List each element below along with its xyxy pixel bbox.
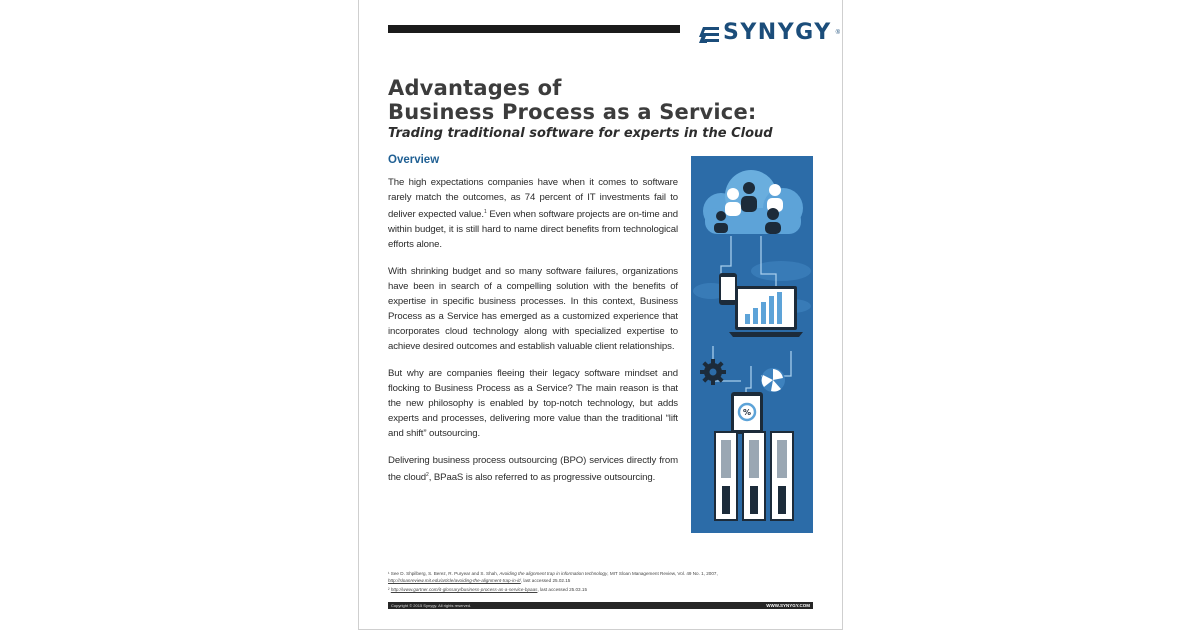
phone-icon (719, 273, 737, 305)
cloud-illustration (691, 156, 813, 533)
brand-name: SYNYGY (723, 20, 832, 45)
title-line-2: Business Process as a Service: (388, 100, 757, 124)
subtitle: Trading traditional software for experts in the Cloud (388, 126, 773, 141)
brand-trademark: ® (835, 30, 841, 36)
title-line-1: Advantages of (388, 76, 562, 100)
header-rule (388, 25, 680, 33)
fan-icon (761, 368, 785, 392)
brand-logo (699, 22, 840, 44)
footer-bar (388, 602, 813, 609)
footnote-1-link[interactable]: http://sloanreview.mit.edu/article/avoiding-the-alignment-trap-in-it/ (388, 578, 521, 583)
paragraph-4: Delivering business process outsourcing (BPO) services directly from the cloud$^2$, BPaaS is also referred to as progressive outsourcing. (388, 455, 678, 484)
footnote-2: ² http://www.gartner.com/it-glossary/business-process-as-a-service-bpaas, last accessed 25.03.15 (388, 587, 587, 592)
footnote-ref-2[interactable]: 2 (426, 472, 429, 479)
illustration-graphic (691, 156, 813, 533)
footnotes (388, 570, 728, 595)
footer-url-link[interactable]: WWW.SYNYGY.COM (766, 603, 810, 608)
section-heading: Overview (388, 154, 440, 166)
document-page (358, 0, 843, 630)
footnote-ref-1[interactable]: 1 (483, 209, 487, 215)
footnote-2-link[interactable]: http://www.gartner.com/it-glossary/business-process-as-a-service-bpaas (390, 587, 538, 592)
laptop-icon (729, 286, 803, 337)
synygy-logo-icon (699, 23, 719, 43)
servers-icon (715, 432, 793, 520)
gear-icon (700, 359, 726, 385)
paragraph-2: With shrinking budget and so many software failures, organizations have been in search of a compelling solution with the benefits of expertise in specific business processes. In this context, Business Process as a Service has emerged as a customized experience that incorporates cloud technology along with specialized expertise to achieve desired outcomes and establish valuable client relationships. (388, 266, 678, 353)
paragraph-1: The high expectations companies have when it comes to software rarely match the outcomes, as 74 percent of IT investments fail to deliver expected value.$^1$ Even when software projects are on-time and within budget, it is still hard to name direct benefits from technological efforts alone. (388, 177, 678, 251)
footnote-1: ¹ See D. Shpilberg, S. Berez, R. Puryear and S. Shah, Avoiding the alignment trap in information technology, MIT Sloan Management Review, Vol. 49 No. 1, 2007, http://sloanreview.mit.edu/article/avoiding-the-alignment-trap-in-it/, last accessed 25.02.15 (388, 571, 718, 583)
overview-section (388, 154, 678, 497)
document-title (388, 76, 808, 141)
paragraph-3: But why are companies fleeing their legacy software mindset and flocking to Business Process as a Service? The main reason is that the new philosophy is enabled by top-notch technology, but adds experts and processes, delivering more value than the traditional “lift and shift” outsourcing. (388, 368, 678, 440)
tablet-icon (731, 392, 763, 434)
gauge-label: % (742, 408, 752, 417)
copyright-text: Copyright © 2015 Synygy. All rights reserved. (391, 603, 472, 608)
